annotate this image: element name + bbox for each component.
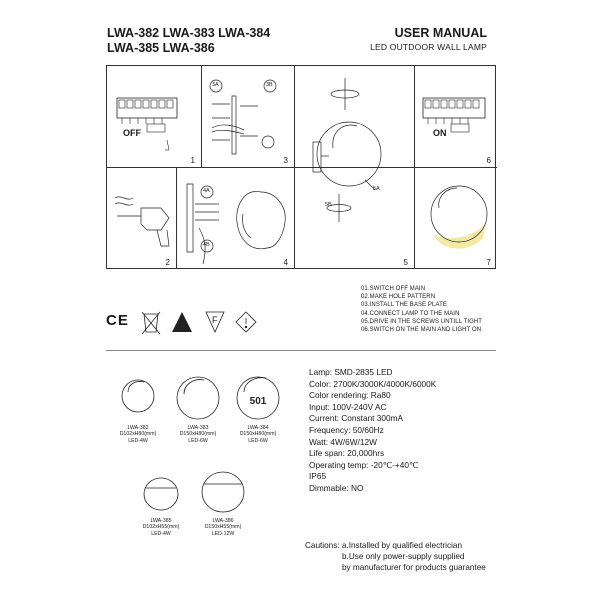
manual-title: USER MANUAL bbox=[394, 26, 487, 40]
class-ii-icon bbox=[236, 312, 256, 332]
manual-subtitle: LED OUTDOOR WALL LAMP bbox=[370, 42, 487, 52]
product-dims: D150xH55(mm) bbox=[204, 524, 242, 531]
panel-4 bbox=[177, 168, 295, 269]
model-line-1: LWA-382 LWA-383 LWA-384 bbox=[107, 26, 271, 40]
step-1: 01.SWITCH OFF MAIN bbox=[361, 286, 426, 292]
callout-4a: 4A bbox=[203, 188, 210, 194]
product-power: LED-12W bbox=[211, 530, 235, 537]
product-lwa-384 bbox=[223, 425, 293, 444]
svg-text:F: F bbox=[212, 315, 218, 325]
terminal-block-on-illustration bbox=[415, 66, 497, 168]
product-dims: D150xH80(mm) bbox=[239, 431, 277, 438]
drill-illustration bbox=[107, 168, 177, 269]
product-model: LWA-385 bbox=[150, 518, 172, 524]
panel-5 bbox=[295, 66, 415, 208]
title-block bbox=[370, 26, 487, 53]
product-lineup bbox=[106, 370, 306, 530]
panel-3 bbox=[202, 66, 295, 168]
product-model: LWA-386 bbox=[212, 518, 234, 524]
product-power: LED-4W bbox=[151, 530, 171, 537]
panel-number-1: 1 bbox=[190, 156, 195, 165]
panel-6 bbox=[415, 66, 497, 168]
f-mark-icon bbox=[206, 312, 224, 332]
panel-5-lower bbox=[295, 168, 415, 269]
switch-off-label: OFF bbox=[123, 128, 141, 138]
callout-5a: 5A bbox=[373, 186, 380, 192]
spec-watt: Watt: 4W/6W/12W bbox=[309, 436, 377, 447]
wiring-illustration bbox=[177, 168, 295, 269]
caution-line-3: by manufacturer for products guarantee bbox=[342, 563, 486, 572]
callout-3a: 3A bbox=[212, 82, 219, 88]
product-dims: D150xH80(mm) bbox=[179, 431, 217, 438]
symbol-icons bbox=[136, 306, 286, 336]
ce-mark: CE bbox=[106, 312, 129, 329]
indoor-warning-icon bbox=[172, 312, 192, 332]
spec-ip: IP65 bbox=[309, 471, 327, 482]
spec-color-rendering: Color rendering: Ra80 bbox=[309, 390, 391, 401]
spec-dimmable: Dimmable: NO bbox=[309, 482, 364, 493]
caution-line-1: Cautions: a.Installed by qualified electrician bbox=[305, 541, 463, 550]
spec-frequency: Frequency: 50/60Hz bbox=[309, 424, 384, 435]
model-line-2: LWA-385 LWA-386 bbox=[107, 41, 215, 55]
installation-diagram bbox=[106, 65, 496, 269]
callout-5b: 5B bbox=[325, 202, 332, 208]
specifications bbox=[309, 367, 436, 495]
panel-1 bbox=[107, 66, 202, 168]
spec-input: Input: 100V-240V AC bbox=[309, 401, 387, 412]
spec-life-span: Life span: 20,000hrs bbox=[309, 448, 385, 459]
panel-2 bbox=[107, 168, 177, 269]
installation-steps bbox=[361, 285, 482, 334]
product-model: LWA-383 bbox=[187, 425, 209, 431]
panel-7 bbox=[415, 168, 497, 269]
terminal-block-off-illustration bbox=[107, 66, 202, 168]
product-model: LWA-384 bbox=[247, 425, 269, 431]
step-3: 03.INSTALL THE BASE PLATE bbox=[361, 302, 447, 309]
house-number: 501 bbox=[249, 396, 267, 407]
step-5: 05.DRIVE IN THE SCREWS UNTILL TIGHT bbox=[361, 318, 483, 325]
product-lwa-386 bbox=[188, 518, 258, 537]
callout-4b: 4B bbox=[203, 242, 210, 248]
callout-3b: 3B bbox=[266, 82, 273, 88]
product-lwa-386-drawing bbox=[202, 472, 244, 512]
panel-number-6: 6 bbox=[486, 156, 491, 165]
panel-number-5: 5 bbox=[403, 258, 408, 267]
product-power: LED-4W bbox=[128, 437, 148, 444]
product-lwa-385-drawing bbox=[144, 478, 178, 510]
spec-color: Color: 2700K/3000K/4000K/6000K bbox=[309, 378, 437, 389]
product-power: LED-6W bbox=[188, 437, 208, 444]
step-2: 02.MAKE HOLE PATTERN bbox=[361, 294, 436, 301]
step-6: 06.SWITCH ON THE MAIN AND LIGHT ON bbox=[361, 327, 482, 334]
caution-line-2: b.Use only power-supply supplied bbox=[342, 552, 465, 561]
step-4: 04.CONNECT LAMP TO THE MAIN bbox=[361, 310, 460, 317]
model-list bbox=[107, 26, 270, 56]
product-dims: D102xH80(mm) bbox=[119, 431, 157, 438]
lamp-lit-illustration bbox=[415, 168, 497, 269]
section-divider bbox=[106, 350, 496, 351]
spec-lamp: Lamp: SMD-2835 LED bbox=[309, 367, 393, 377]
product-model: LWA-382 bbox=[127, 425, 149, 431]
product-power: LED-6W bbox=[248, 437, 268, 444]
product-lwa-383-drawing bbox=[177, 377, 219, 419]
panel-number-4: 4 bbox=[283, 258, 288, 267]
panel-number-2: 2 bbox=[165, 258, 170, 267]
product-dims: D102xH55(mm) bbox=[142, 524, 180, 531]
spec-operating-temp: Operating temp: -20℃-+40℃ bbox=[309, 459, 419, 470]
panel-number-7: 7 bbox=[486, 258, 491, 267]
weee-bin-icon bbox=[142, 312, 160, 334]
panel-number-3: 3 bbox=[283, 156, 288, 165]
product-lwa-385 bbox=[126, 518, 196, 537]
cautions bbox=[305, 540, 486, 573]
product-lwa-382-drawing bbox=[122, 380, 154, 412]
spec-current: Current: Constant 300mA bbox=[309, 413, 404, 424]
switch-on-label: ON bbox=[433, 128, 447, 138]
